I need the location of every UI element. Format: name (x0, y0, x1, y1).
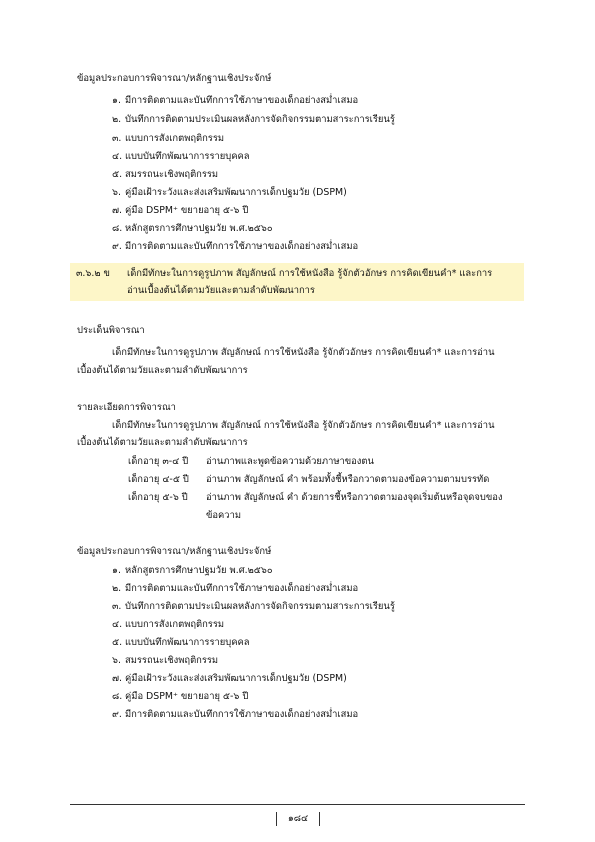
list-item-number: ๘. (112, 223, 123, 234)
list-item (112, 132, 224, 145)
list-item-number: ๘. (112, 691, 123, 702)
list-item-number: ๖. (112, 655, 121, 666)
age-label: เด็กอายุ ๓-๔ ปี (128, 456, 189, 467)
list-item (112, 708, 358, 721)
list-item-text: แบบบันทึกพัฒนาการรายบุคคล (125, 637, 250, 648)
indicator-text: เด็กมีทักษะในการดูรูปภาพ สัญลักษณ์ การใช้หนังสือ รู้จักตัวอักษร การคิดเขียนคำ* และการ (127, 268, 493, 279)
list-item (112, 636, 250, 649)
list-item-text: บันทึกการติดตามประเมินผลหลังการจัดกิจกรรมตามสาระการเรียนรู้ (125, 601, 395, 612)
list-item-text: คู่มือ DSPM⁺ ขยายอายุ ๕-๖ ปี (125, 691, 249, 702)
list-item (112, 618, 224, 631)
indicator-line-1 (76, 266, 492, 282)
page-number: ๑๘๔ (287, 813, 309, 824)
list-item-text: หลักสูตรการศึกษาปฐมวัย พ.ศ.๒๕๖๐ (125, 223, 273, 234)
list-item-text: มีการติดตามและบันทึกการใช้ภาษาของเด็กอย่างสม่ำเสมอ (125, 95, 359, 106)
list-item-text: คู่มือ DSPM⁺ ขยายอายุ ๕-๖ ปี (125, 205, 249, 216)
list-item (112, 113, 395, 126)
age-row (128, 473, 489, 486)
details-paragraph-line-1: เด็กมีทักษะในการดูรูปภาพ สัญลักษณ์ การใช้หนังสือ รู้จักตัวอักษร การคิดเขียนคำ* และการอ่าน (112, 420, 495, 431)
consider-paragraph-line-1: เด็กมีทักษะในการดูรูปภาพ สัญลักษณ์ การใช้หนังสือ รู้จักตัวอักษร การคิดเขียนคำ* และการอ่าน (112, 347, 495, 358)
age-row (128, 491, 502, 504)
list-item (112, 690, 248, 703)
list-item-text: สมรรถนะเชิงพฤติกรรม (125, 655, 219, 666)
details-heading: รายละเอียดการพิจารณา (77, 402, 176, 413)
age-row (128, 455, 374, 468)
list-item-number: ๕. (112, 637, 123, 648)
list-item-text: แบบการสังเกตพฤติกรรม (125, 619, 225, 630)
details-paragraph-line-2: เบื้องต้นได้ตามวัยและตามลำดับพัฒนาการ (77, 437, 248, 448)
list-item (112, 204, 248, 217)
consider-paragraph-line-2: เบื้องต้นได้ตามวัยและตามลำดับพัฒนาการ (77, 365, 248, 376)
list-item-text: แบบบันทึกพัฒนาการรายบุคคล (125, 151, 250, 162)
age-label: เด็กอายุ ๕-๖ ปี (128, 492, 188, 503)
list-item-text: คู่มือเฝ้าระวังและส่งเสริมพัฒนาการเด็กปฐมวัย (DSPM) (125, 187, 347, 198)
list-item-number: ๑. (112, 565, 121, 576)
age-row-continuation: ข้อความ (206, 510, 242, 521)
footer-divider (70, 804, 525, 805)
list-item (112, 582, 358, 595)
age-label: เด็กอายุ ๔-๕ ปี (128, 474, 189, 485)
list-item-number: ๙. (112, 709, 122, 720)
list-item (112, 150, 250, 163)
list-item-number: ๓. (112, 601, 122, 612)
list-item-text: แบบการสังเกตพฤติกรรม (125, 133, 225, 144)
list-item-number: ๕. (112, 169, 123, 180)
list-item-number: ๗. (112, 205, 123, 216)
list-item-number: ๖. (112, 187, 121, 198)
list-item-number: ๑. (112, 95, 121, 106)
indicator-line-2: อ่านเบื้องต้นได้ตามวัยและตามลำดับพัฒนาการ (127, 285, 315, 296)
age-text: อ่านภาพและพูดข้อความด้วยภาษาของตน (206, 456, 374, 467)
list-item-number: ๓. (112, 133, 122, 144)
list-item-text: มีการติดตามและบันทึกการใช้ภาษาของเด็กอย่างสม่ำเสมอ (125, 241, 359, 252)
list-item-number: ๙. (112, 241, 122, 252)
list-item (112, 654, 218, 667)
consider-heading: ประเด็นพิจารณา (77, 325, 145, 336)
list-item-number: ๗. (112, 673, 123, 684)
age-text: อ่านภาพ สัญลักษณ์ คำ ด้วยการชี้หรือกวาดตามองจุดเริ่มต้นหรือจุดจบของ (206, 492, 503, 503)
list-item (112, 600, 395, 613)
list-item (112, 564, 273, 577)
list-item (112, 94, 358, 107)
list-item (112, 168, 218, 181)
list-item (112, 672, 347, 685)
list-item-text: บันทึกการติดตามประเมินผลหลังการจัดกิจกรรมตามสาระการเรียนรู้ (125, 114, 395, 125)
list-item-text: สมรรถนะเชิงพฤติกรรม (125, 169, 219, 180)
list-item (112, 222, 273, 235)
list-item-text: คู่มือเฝ้าระวังและส่งเสริมพัฒนาการเด็กปฐมวัย (DSPM) (125, 673, 347, 684)
list-item (112, 186, 347, 199)
list-item-number: ๒. (112, 114, 122, 125)
list-item-text: หลักสูตรการศึกษาปฐมวัย พ.ศ.๒๕๖๐ (125, 565, 273, 576)
list-item (112, 240, 358, 253)
section2-heading: ข้อมูลประกอบการพิจารณา/หลักฐานเชิงประจักษ์ (77, 546, 272, 557)
list-item-number: ๒. (112, 583, 122, 594)
age-text: อ่านภาพ สัญลักษณ์ คำ พร้อมทั้งชี้หรือกวาดตามองข้อความตามบรรทัด (206, 474, 490, 485)
section1-heading: ข้อมูลประกอบการพิจารณา/หลักฐานเชิงประจักษ์ (77, 73, 272, 84)
page-number-right-bar (319, 812, 320, 826)
indicator-code: ๓.๖.๒ ข (76, 268, 110, 279)
list-item-number: ๔. (112, 619, 123, 630)
list-item-text: มีการติดตามและบันทึกการใช้ภาษาของเด็กอย่างสม่ำเสมอ (125, 583, 359, 594)
list-item-number: ๔. (112, 151, 123, 162)
list-item-text: มีการติดตามและบันทึกการใช้ภาษาของเด็กอย่างสม่ำเสมอ (125, 709, 359, 720)
